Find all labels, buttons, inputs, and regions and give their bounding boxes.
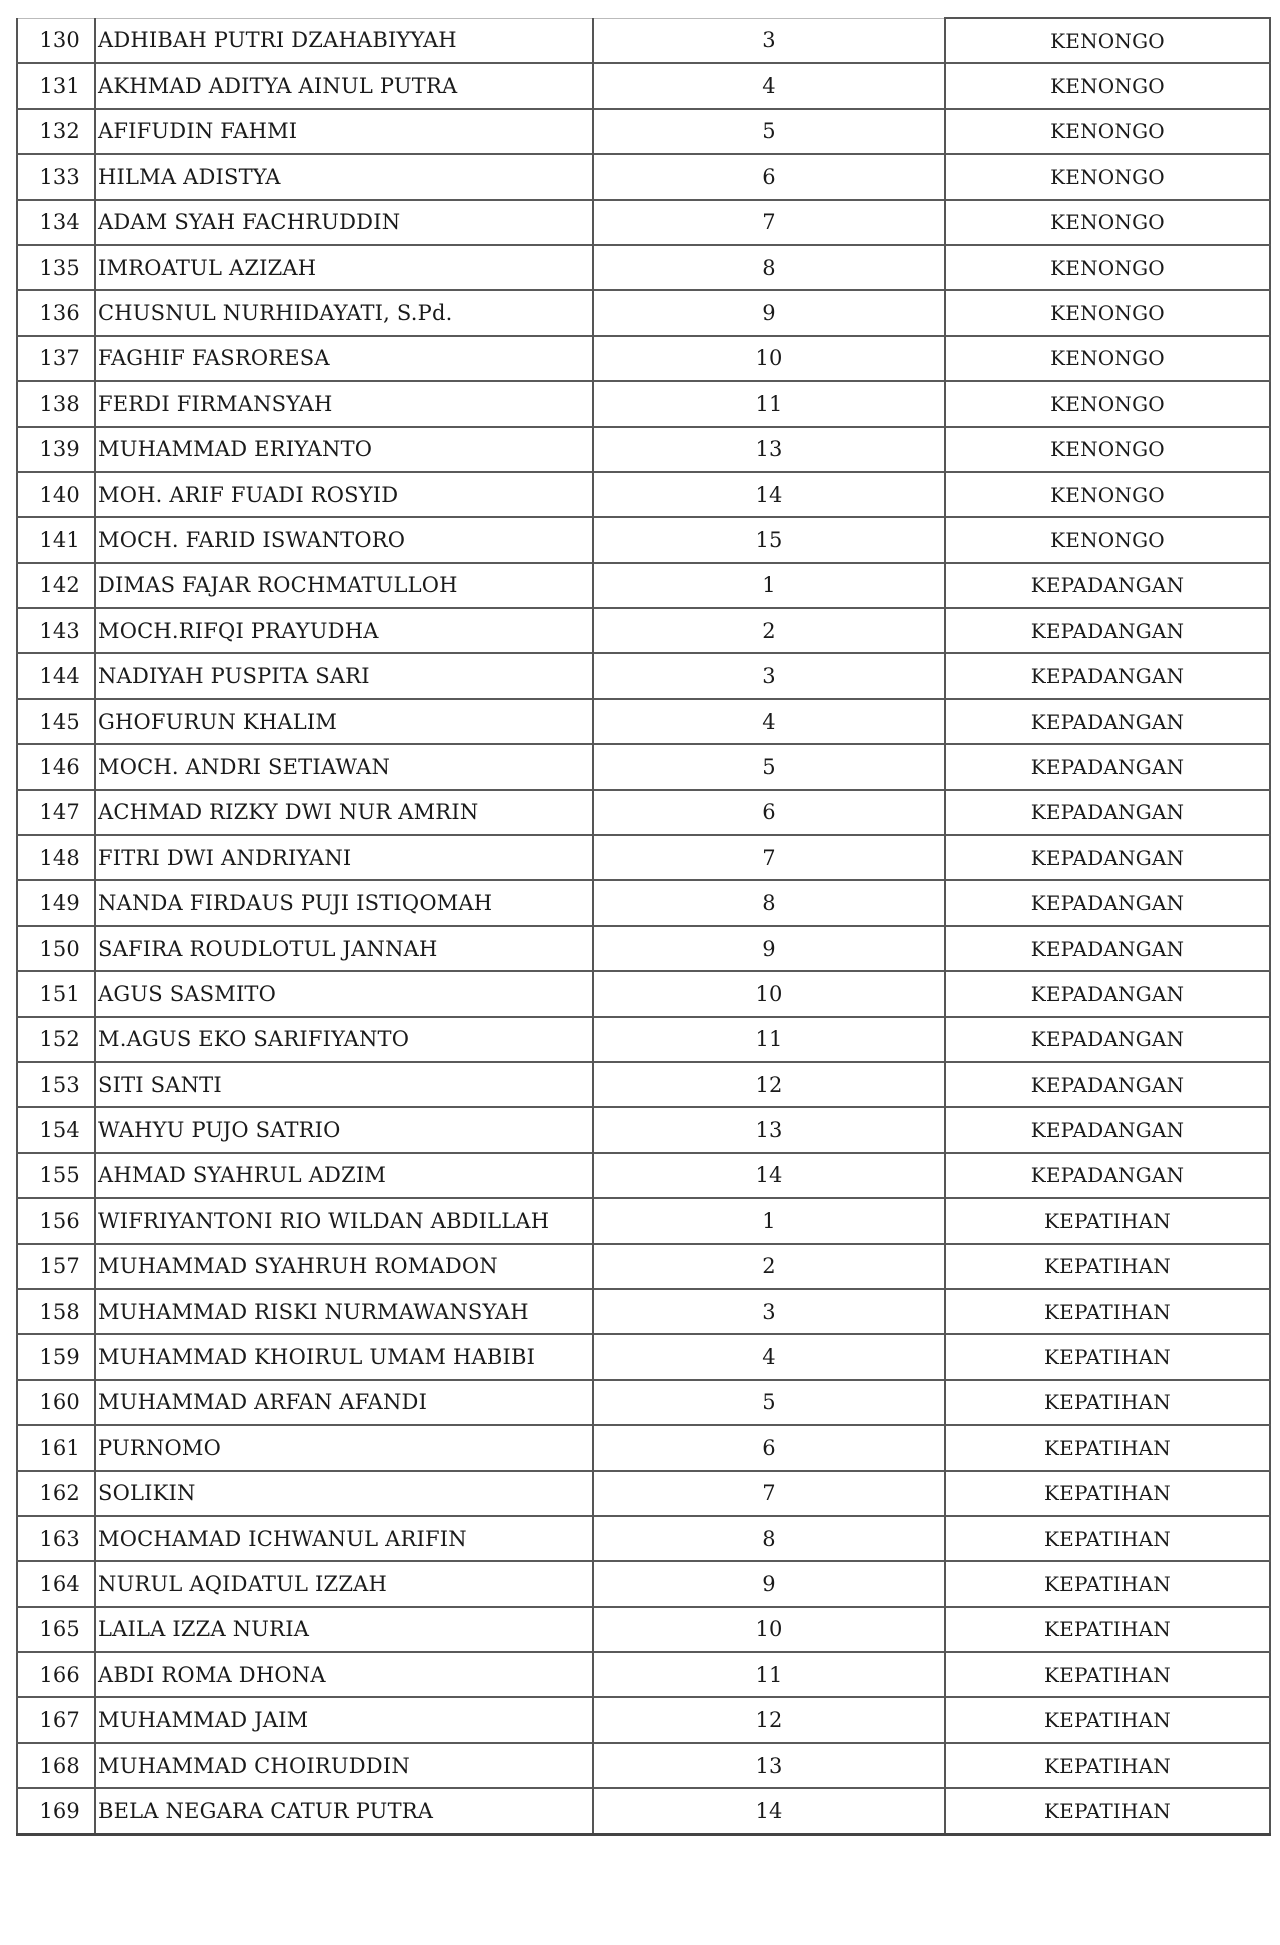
name-cell: AFIFUDIN FAHMI [95,109,593,154]
village-cell: KEPADANGAN [945,1107,1270,1152]
village-cell: KEPATIHAN [945,1697,1270,1742]
table-row [17,200,1270,245]
sequence-number-cell: 4 [593,63,945,108]
sequence-number-cell: 5 [593,744,945,789]
sequence-number-cell: 4 [593,1334,945,1379]
sequence-number-cell: 10 [593,336,945,381]
name-cell: FITRI DWI ANDRIYANI [95,835,593,880]
sequence-number-cell: 6 [593,154,945,199]
village-cell: KENONGO [945,517,1270,562]
table-row [17,1244,1270,1289]
village-cell: KEPADANGAN [945,563,1270,608]
table-row [17,245,1270,290]
name-cell: MUHAMMAD ERIYANTO [95,427,593,472]
village-cell: KENONGO [945,109,1270,154]
name-cell: ACHMAD RIZKY DWI NUR AMRIN [95,790,593,835]
row-number-cell: 163 [17,1516,95,1561]
village-cell: KENONGO [945,336,1270,381]
row-number-cell: 137 [17,336,95,381]
name-cell: MUHAMMAD ARFAN AFANDI [95,1380,593,1425]
sequence-number-cell: 13 [593,1743,945,1788]
name-cell: MUHAMMAD RISKI NURMAWANSYAH [95,1289,593,1334]
table-row [17,563,1270,608]
sequence-number-cell: 8 [593,245,945,290]
village-cell: KEPATIHAN [945,1471,1270,1516]
village-cell: KENONGO [945,427,1270,472]
row-number-cell: 141 [17,517,95,562]
row-number-cell: 161 [17,1425,95,1470]
sequence-number-cell: 5 [593,1380,945,1425]
table-row [17,1289,1270,1334]
table-row [17,608,1270,653]
row-number-cell: 147 [17,790,95,835]
table-row [17,381,1270,426]
name-cell: WIFRIYANTONI RIO WILDAN ABDILLAH [95,1198,593,1243]
name-cell: MUHAMMAD CHOIRUDDIN [95,1743,593,1788]
participant-table [16,17,1271,1836]
row-number-cell: 130 [17,18,95,63]
name-cell: HILMA ADISTYA [95,154,593,199]
name-cell: ADAM SYAH FACHRUDDIN [95,200,593,245]
village-cell: KENONGO [945,200,1270,245]
name-cell: MUHAMMAD KHOIRUL UMAM HABIBI [95,1334,593,1379]
village-cell: KENONGO [945,154,1270,199]
table-row [17,63,1270,108]
table-row [17,1017,1270,1062]
table-row [17,1380,1270,1425]
sequence-number-cell: 9 [593,926,945,971]
village-cell: KEPATIHAN [945,1516,1270,1561]
table-row [17,1471,1270,1516]
table-row [17,1334,1270,1379]
row-number-cell: 162 [17,1471,95,1516]
row-number-cell: 167 [17,1697,95,1742]
name-cell: NADIYAH PUSPITA SARI [95,653,593,698]
sequence-number-cell: 12 [593,1697,945,1742]
table-row [17,336,1270,381]
name-cell: PURNOMO [95,1425,593,1470]
village-cell: KEPATIHAN [945,1380,1270,1425]
table-row [17,835,1270,880]
sequence-number-cell: 5 [593,109,945,154]
name-cell: BELA NEGARA CATUR PUTRA [95,1788,593,1834]
name-cell: MOCH. ANDRI SETIAWAN [95,744,593,789]
table-row [17,926,1270,971]
name-cell: FAGHIF FASRORESA [95,336,593,381]
row-number-cell: 131 [17,63,95,108]
village-cell: KEPADANGAN [945,926,1270,971]
village-cell: KENONGO [945,245,1270,290]
sequence-number-cell: 2 [593,608,945,653]
row-number-cell: 164 [17,1561,95,1606]
sequence-number-cell: 14 [593,1788,945,1834]
name-cell: ADHIBAH PUTRI DZAHABIYYAH [95,18,593,63]
name-cell: WAHYU PUJO SATRIO [95,1107,593,1152]
row-number-cell: 139 [17,427,95,472]
sequence-number-cell: 7 [593,835,945,880]
name-cell: MUHAMMAD SYAHRUH ROMADON [95,1244,593,1289]
table-row [17,1198,1270,1243]
sequence-number-cell: 8 [593,880,945,925]
name-cell: SOLIKIN [95,1471,593,1516]
village-cell: KEPATIHAN [945,1198,1270,1243]
sequence-number-cell: 15 [593,517,945,562]
name-cell: AGUS SASMITO [95,971,593,1016]
village-cell: KEPATIHAN [945,1244,1270,1289]
village-cell: KEPADANGAN [945,1062,1270,1107]
row-number-cell: 158 [17,1289,95,1334]
village-cell: KENONGO [945,63,1270,108]
row-number-cell: 144 [17,653,95,698]
sequence-number-cell: 3 [593,1289,945,1334]
name-cell: MOCH. FARID ISWANTORO [95,517,593,562]
row-number-cell: 153 [17,1062,95,1107]
village-cell: KEPATIHAN [945,1788,1270,1834]
sequence-number-cell: 8 [593,1516,945,1561]
village-cell: KENONGO [945,472,1270,517]
village-cell: KEPATIHAN [945,1652,1270,1697]
table-row [17,1743,1270,1788]
sequence-number-cell: 14 [593,472,945,517]
village-cell: KEPADANGAN [945,971,1270,1016]
table-body [17,18,1270,1834]
village-cell: KEPADANGAN [945,653,1270,698]
village-cell: KEPADANGAN [945,699,1270,744]
name-cell: IMROATUL AZIZAH [95,245,593,290]
table-row [17,699,1270,744]
sequence-number-cell: 7 [593,1471,945,1516]
name-cell: MOCHAMAD ICHWANUL ARIFIN [95,1516,593,1561]
table-row [17,1153,1270,1198]
row-number-cell: 160 [17,1380,95,1425]
table-row [17,472,1270,517]
row-number-cell: 169 [17,1788,95,1834]
table-row [17,427,1270,472]
row-number-cell: 138 [17,381,95,426]
name-cell: NURUL AQIDATUL IZZAH [95,1561,593,1606]
table-row [17,1062,1270,1107]
name-cell: CHUSNUL NURHIDAYATI, S.Pd. [95,290,593,335]
row-number-cell: 155 [17,1153,95,1198]
table-row [17,154,1270,199]
village-cell: KEPATIHAN [945,1289,1270,1334]
sequence-number-cell: 1 [593,1198,945,1243]
sequence-number-cell: 3 [593,18,945,63]
table-row [17,18,1270,63]
sequence-number-cell: 7 [593,200,945,245]
sequence-number-cell: 2 [593,1244,945,1289]
table-row [17,517,1270,562]
table-row [17,790,1270,835]
village-cell: KEPADANGAN [945,1153,1270,1198]
sequence-number-cell: 10 [593,971,945,1016]
row-number-cell: 156 [17,1198,95,1243]
sequence-number-cell: 11 [593,1652,945,1697]
table-row [17,1697,1270,1742]
row-number-cell: 135 [17,245,95,290]
name-cell: MOCH.RIFQI PRAYUDHA [95,608,593,653]
village-cell: KEPATIHAN [945,1607,1270,1652]
table-row [17,1561,1270,1606]
name-cell: GHOFURUN KHALIM [95,699,593,744]
village-cell: KENONGO [945,290,1270,335]
sequence-number-cell: 13 [593,1107,945,1152]
sequence-number-cell: 6 [593,1425,945,1470]
village-cell: KEPATIHAN [945,1334,1270,1379]
table-row [17,1607,1270,1652]
row-number-cell: 157 [17,1244,95,1289]
name-cell: LAILA IZZA NURIA [95,1607,593,1652]
table-row [17,290,1270,335]
sequence-number-cell: 10 [593,1607,945,1652]
row-number-cell: 136 [17,290,95,335]
sequence-number-cell: 12 [593,1062,945,1107]
row-number-cell: 142 [17,563,95,608]
name-cell: MOH. ARIF FUADI ROSYID [95,472,593,517]
row-number-cell: 134 [17,200,95,245]
table-row [17,653,1270,698]
name-cell: MUHAMMAD JAIM [95,1697,593,1742]
sequence-number-cell: 9 [593,290,945,335]
name-cell: NANDA FIRDAUS PUJI ISTIQOMAH [95,880,593,925]
name-cell: AHMAD SYAHRUL ADZIM [95,1153,593,1198]
row-number-cell: 146 [17,744,95,789]
row-number-cell: 143 [17,608,95,653]
row-number-cell: 140 [17,472,95,517]
row-number-cell: 133 [17,154,95,199]
row-number-cell: 166 [17,1652,95,1697]
village-cell: KEPADANGAN [945,835,1270,880]
sequence-number-cell: 6 [593,790,945,835]
sequence-number-cell: 3 [593,653,945,698]
row-number-cell: 152 [17,1017,95,1062]
table-row [17,1516,1270,1561]
village-cell: KEPATIHAN [945,1561,1270,1606]
row-number-cell: 150 [17,926,95,971]
village-cell: KEPATIHAN [945,1743,1270,1788]
table-row [17,744,1270,789]
row-number-cell: 165 [17,1607,95,1652]
sequence-number-cell: 9 [593,1561,945,1606]
sequence-number-cell: 4 [593,699,945,744]
village-cell: KENONGO [945,381,1270,426]
village-cell: KEPADANGAN [945,880,1270,925]
village-cell: KEPADANGAN [945,1017,1270,1062]
row-number-cell: 159 [17,1334,95,1379]
sequence-number-cell: 13 [593,427,945,472]
table-row [17,1652,1270,1697]
table-row [17,971,1270,1016]
row-number-cell: 149 [17,880,95,925]
village-cell: KEPADANGAN [945,744,1270,789]
name-cell: ABDI ROMA DHONA [95,1652,593,1697]
name-cell: AKHMAD ADITYA AINUL PUTRA [95,63,593,108]
village-cell: KEPADANGAN [945,790,1270,835]
table-row [17,1788,1270,1834]
row-number-cell: 132 [17,109,95,154]
sequence-number-cell: 11 [593,381,945,426]
row-number-cell: 168 [17,1743,95,1788]
row-number-cell: 151 [17,971,95,1016]
sequence-number-cell: 14 [593,1153,945,1198]
name-cell: FERDI FIRMANSYAH [95,381,593,426]
village-cell: KEPADANGAN [945,608,1270,653]
village-cell: KEPATIHAN [945,1425,1270,1470]
name-cell: SITI SANTI [95,1062,593,1107]
row-number-cell: 148 [17,835,95,880]
name-cell: DIMAS FAJAR ROCHMATULLOH [95,563,593,608]
village-cell: KENONGO [945,18,1270,63]
table-row [17,1425,1270,1470]
sequence-number-cell: 1 [593,563,945,608]
sequence-number-cell: 11 [593,1017,945,1062]
name-cell: M.AGUS EKO SARIFIYANTO [95,1017,593,1062]
row-number-cell: 154 [17,1107,95,1152]
table-row [17,109,1270,154]
row-number-cell: 145 [17,699,95,744]
table-row [17,880,1270,925]
name-cell: SAFIRA ROUDLOTUL JANNAH [95,926,593,971]
table-row [17,1107,1270,1152]
